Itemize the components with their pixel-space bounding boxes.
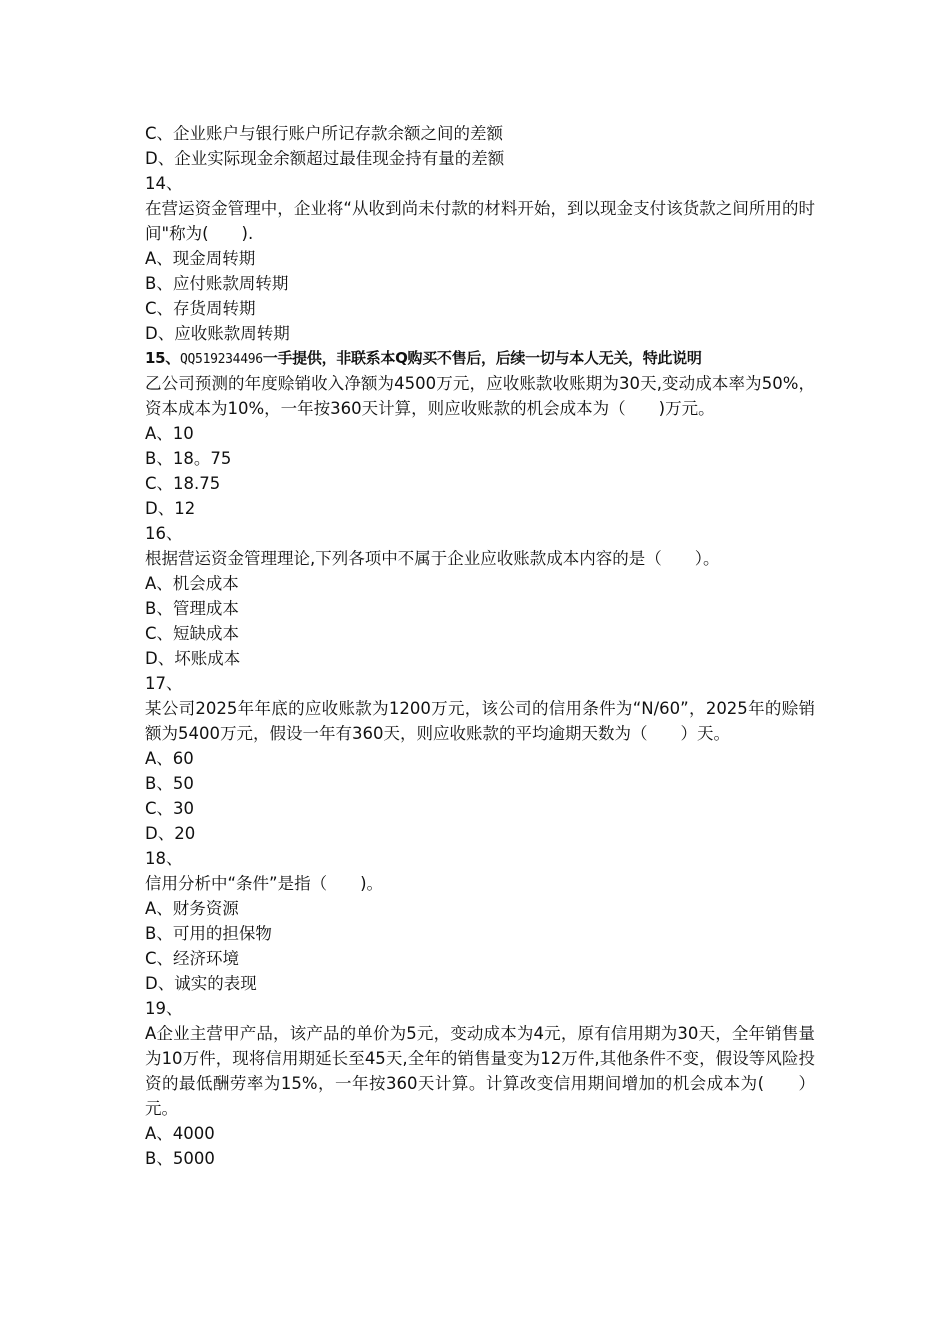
option-d: D、企业实际现金余额超过最佳现金持有量的差额 <box>145 149 505 168</box>
option-d: D、诚实的表现 <box>145 974 257 993</box>
question-number-14: 14、 <box>145 174 183 193</box>
option-b: B、18。75 <box>145 449 232 468</box>
option-a: A、现金周转期 <box>145 249 256 268</box>
question-number-15: 15、 <box>145 349 180 367</box>
option-a: A、10 <box>145 424 194 443</box>
question-17-text: 某公司2025年年底的应收账款为1200万元，该公司的信用条件为“N/60”，2025年的赊销额为5400万元，假设一年有360天，则应收账款的平均逾期天数为（ ）天。 <box>145 699 815 743</box>
question-15-text: 乙公司预测的年度赊销收入净额为4500万元，应收账款收账期为30天,变动成本率为50%，资本成本为10%，一年按360天计算，则应收账款的机会成本为（ )万元。 <box>145 374 815 418</box>
question-19-text: A企业主营甲产品，该产品的单价为5元，变动成本为4元，原有信用期为30天，全年销售量为10万件，现将信用期延长至45天,全年的销售量变为12万件,其他条件不变，假设等风险投资的最低酬劳率为15%，一年按360天计算。计算改变信用期间增加的机会成本为( ）元。 <box>145 1024 815 1118</box>
question-number-17: 17、 <box>145 674 183 693</box>
option-d: D、12 <box>145 499 196 518</box>
option-c: C、经济环境 <box>145 949 240 968</box>
option-b: B、可用的担保物 <box>145 924 272 943</box>
option-c: C、30 <box>145 799 195 818</box>
question-number-18: 18、 <box>145 849 183 868</box>
option-b: B、应付账款周转期 <box>145 274 289 293</box>
option-d: D、20 <box>145 824 196 843</box>
question-15-header <box>145 346 815 371</box>
option-c: C、存货周转期 <box>145 299 256 318</box>
option-c: C、短缺成本 <box>145 624 240 643</box>
qq-number: QQ519234496 <box>179 352 263 367</box>
question-18-text: 信用分析中“条件”是指（ )。 <box>145 874 384 893</box>
seller-note: 一手提供，非联系本Q购买不售后，后续一切与本人无关，特此说明 <box>262 349 702 367</box>
option-a: A、4000 <box>145 1124 215 1143</box>
option-b: B、管理成本 <box>145 599 239 618</box>
option-c: C、企业账户与银行账户所记存款余额之间的差额 <box>145 124 504 143</box>
option-c: C、18.75 <box>145 474 221 493</box>
question-16-text: 根据营运资金管理理论,下列各项中不属于企业应收账款成本内容的是（ ）。 <box>145 549 720 568</box>
option-b: B、50 <box>145 774 194 793</box>
document-page <box>145 121 815 1171</box>
option-a: A、机会成本 <box>145 574 239 593</box>
option-d: D、坏账成本 <box>145 649 241 668</box>
option-d: D、应收账款周转期 <box>145 324 290 343</box>
option-b: B、5000 <box>145 1149 215 1168</box>
option-a: A、60 <box>145 749 194 768</box>
question-14-text: 在营运资金管理中，企业将“从收到尚未付款的材料开始，到以现金支付该货款之间所用的时间"称为( ). <box>145 199 815 243</box>
question-number-16: 16、 <box>145 524 183 543</box>
option-a: A、财务资源 <box>145 899 239 918</box>
question-number-19: 19、 <box>145 999 183 1018</box>
